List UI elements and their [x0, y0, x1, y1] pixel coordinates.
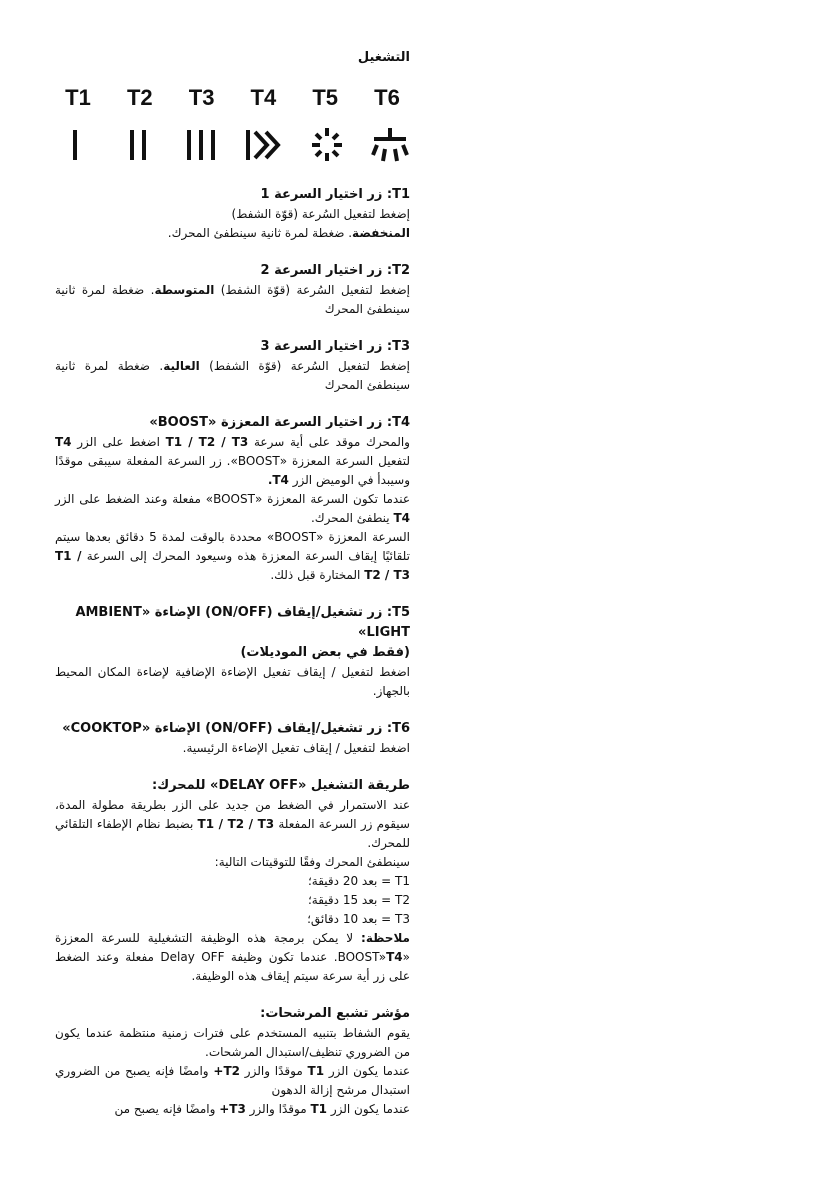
filters-p2-c: موقدًا والزر	[240, 1064, 308, 1078]
delay-t2: T2 = بعد 15 دقيقة؛	[307, 893, 410, 907]
page-title: التشغيل	[357, 50, 410, 65]
t1-line2	[55, 224, 410, 243]
delay-p1-b: T1 / T2 / T3	[197, 817, 275, 831]
filters-p2-e: وامضًا فإنه يصبح من الضروري استبدال مرشح إزالة الدهون	[55, 1064, 410, 1097]
t5-heading2: (فقط في بعض الموديلات)	[240, 645, 410, 660]
delay-note	[55, 929, 410, 986]
t3-post: . ضغطة لمرة ثانية سينطفئ المحرك	[55, 359, 410, 392]
delay-p1-a: عند الاستمرار في الضغط من جديد على الزر بطريقة مطولة المدة، سيقوم زر السرعة المفعلة	[55, 798, 410, 831]
delay-note-a: لا يمكن برمجة هذه الوظيفة التشغيلية للسرعة المعززة «BOOST»	[55, 931, 410, 964]
speed-3-icon	[181, 125, 221, 165]
t4-p3-b: T1 / T2 / T3	[55, 549, 410, 582]
label-t2: T2	[126, 85, 153, 110]
button-icons-row	[55, 125, 410, 165]
t5-body: اضغط لتفعيل / إيقاف تفعيل الإضاءة الإضافية لإضاءة المكان المحيط بالجهاز.	[55, 665, 410, 698]
delay-p1	[55, 796, 410, 853]
filters-p3-d: T3+	[219, 1102, 246, 1116]
section-t4	[55, 413, 410, 585]
t2-post: . ضغطة لمرة ثانية سينطفئ المحرك	[55, 283, 410, 316]
section-t2	[55, 261, 410, 319]
filters-p2-d: T2+	[213, 1064, 240, 1078]
section-delay-off	[55, 776, 410, 986]
t2-pre: إضغط لتفعيل السُرعة (قوّة الشفط)	[214, 283, 410, 297]
t4-p1-c: اضغط على الزر	[71, 435, 166, 449]
delay-t3: T3 = بعد 10 دقائق؛	[307, 912, 410, 926]
label-t1: T1	[65, 85, 91, 110]
speed-1-icon	[55, 125, 95, 165]
delay-note-label: ملاحظة:	[361, 931, 410, 945]
t1-line2-text: . ضغطة لمرة ثانية سينطفئ المحرك.	[167, 226, 353, 240]
t4-p3	[55, 528, 410, 585]
delay-t1: T1 = بعد 20 دقيقة؛	[307, 874, 410, 888]
button-labels-row	[55, 85, 410, 111]
filters-p2-b: T1	[307, 1064, 325, 1078]
t4-p1-e: لتفعيل السرعة المعززة «BOOST». زر السرعة المفعلة سيبقى موقدًا وسيبدأ في الوميض الزر	[55, 454, 410, 487]
label-t5: T5	[312, 85, 339, 110]
filters-p3-b: T1	[310, 1102, 327, 1116]
t1-bold: المنخفضة	[352, 226, 410, 240]
delay-note-c: . عندما تكون وظيفة Delay OFF مفعلة وعند الضغط على زر أية سرعة سيتم إيقاف هذه الوظيفة.	[55, 950, 410, 983]
delay-note-b: T4	[386, 950, 403, 964]
t4-p2-a: عندما تكون السرعة المعززة «BOOST» مفعلة وعند الضغط على الزر	[55, 492, 410, 506]
t3-heading: T3: زر اختيار السرعة 3	[260, 339, 410, 354]
delay-heading: طريقة التشغيل «DELAY OFF» للمحرك:	[152, 778, 410, 793]
t2-heading: T2: زر اختيار السرعة 2	[260, 263, 410, 278]
t4-p3-a: السرعة المعززة «BOOST» محددة بالوقت لمدة 5 دقائق بعدها سيتم تلقائيًا إيقاف السرعة المعززة هذه وسيعود المحرك إلى السرعة	[55, 530, 410, 563]
operation-page	[55, 50, 410, 1137]
filters-p2-a: عندما يكون الزر	[324, 1064, 410, 1078]
t3-pre: إضغط لتفعيل السُرعة (قوّة الشفط)	[199, 359, 411, 373]
filters-heading: مؤشر تشبع المرشحات:	[260, 1006, 410, 1021]
delay-p1-c: بضبط نظام الإطفاء التلقائي للمحرك.	[55, 817, 410, 850]
t4-p2-c: ينطفئ المحرك.	[310, 511, 394, 525]
filters-p3-a: عندما يكون الزر	[327, 1102, 410, 1116]
filters-p3-c: موقدًا والزر	[245, 1102, 311, 1116]
section-t6	[55, 719, 410, 758]
t4-p1-f: T4.	[267, 473, 289, 487]
t6-heading: T6: زر تشغيل/إيقاف (ON/OFF) الإضاءة «COOKTOP»	[62, 721, 410, 736]
filters-p3-e: وامضًا فإنه يصبح من	[114, 1102, 220, 1116]
t4-p1-d: T4	[55, 435, 72, 449]
section-t3	[55, 337, 410, 395]
t4-p1	[55, 433, 410, 490]
t2-bold: المتوسطة	[154, 283, 215, 297]
filters-p3	[55, 1100, 410, 1119]
speed-2-icon	[118, 125, 158, 165]
cooktop-light-icon	[370, 125, 410, 165]
label-t4: T4	[250, 85, 277, 110]
t1-line1: إضغط لتفعيل السُرعة (قوّة الشفط)	[231, 207, 410, 221]
t4-p2	[55, 490, 410, 528]
boost-icon	[244, 125, 284, 165]
ambient-light-icon	[307, 125, 347, 165]
t4-p3-c: المختارة قبل ذلك.	[270, 568, 365, 582]
t4-heading: T4: زر اختيار السرعة المعززة «BOOST»	[149, 415, 410, 430]
label-t3: T3	[188, 85, 215, 110]
delay-p2: سينطفئ المحرك وفقًا للتوقيتات التالية:	[214, 855, 410, 869]
section-t5	[55, 603, 410, 701]
section-filters	[55, 1004, 410, 1119]
t4-p2-b: T4	[393, 511, 410, 525]
t3-bold: العالية	[163, 359, 200, 373]
label-t6: T6	[374, 85, 400, 110]
t3-body	[55, 357, 410, 395]
t1-heading: T1: زر اختيار السرعة 1	[260, 187, 410, 202]
section-t1	[55, 185, 410, 243]
t6-body: اضغط لتفعيل / إيقاف تفعيل الإضاءة الرئيسية.	[182, 741, 410, 755]
filters-p1: يقوم الشفاط بتنبيه المستخدم على فترات زمنية منتظمة عندما يكون من الضروري تنظيف/استبدال المرشحات.	[55, 1026, 410, 1059]
filters-p2	[55, 1062, 410, 1100]
t2-body	[55, 281, 410, 319]
t4-p1-b: T1 / T2 / T3	[165, 435, 249, 449]
t4-p1-a: والمحرك موقد على أية سرعة	[248, 435, 410, 449]
t5-heading: T5: زر تشغيل/إيقاف (ON/OFF) الإضاءة «AMBIENT LIGHT»	[75, 605, 410, 640]
